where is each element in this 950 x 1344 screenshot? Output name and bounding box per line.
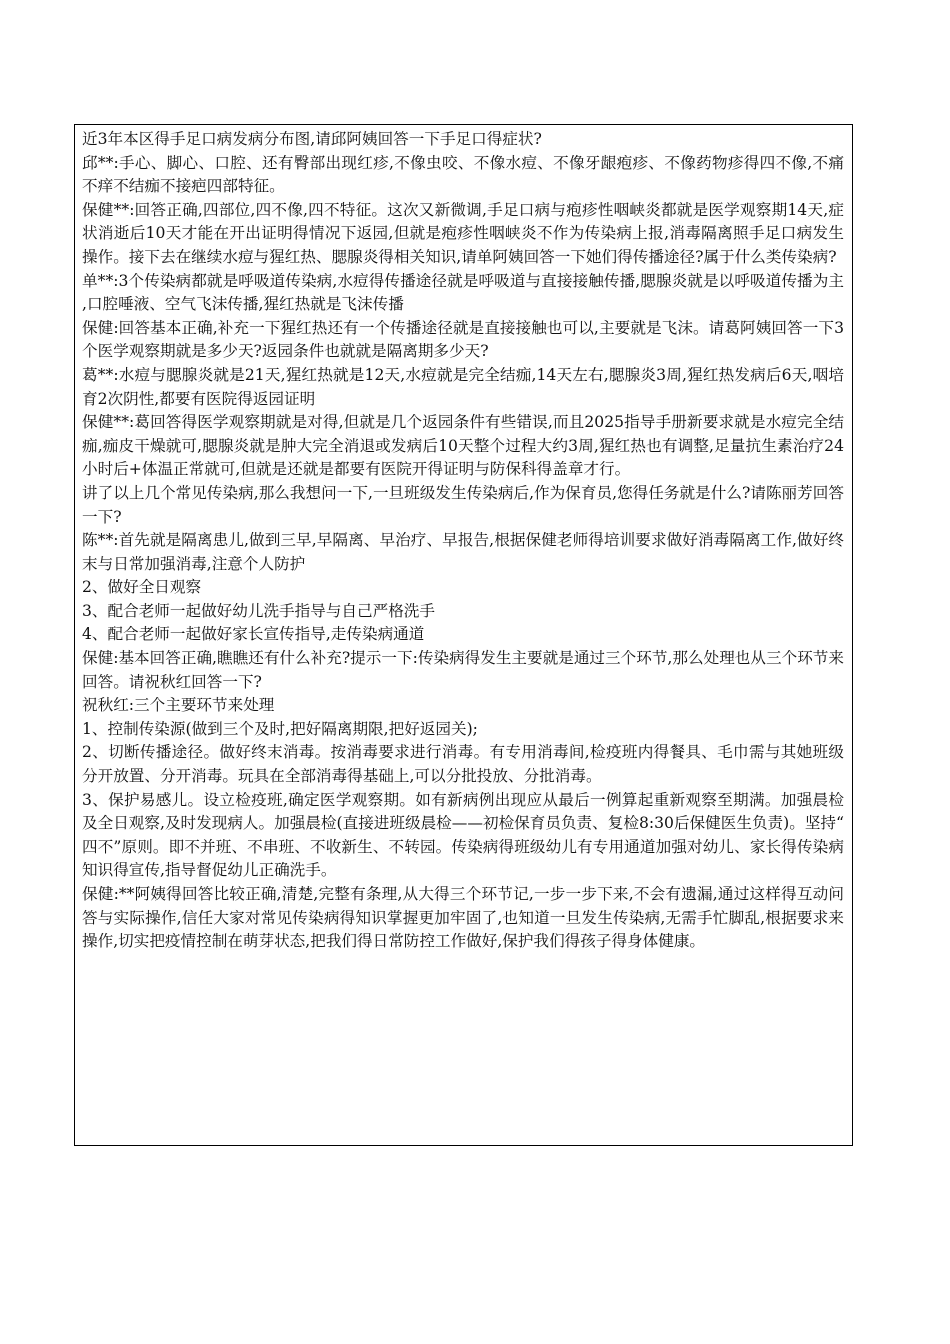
list-item-cut-transmission: 2、切断传播途径。做好终末消毒。按消毒要求进行消毒。有专用消毒间,检疫班内得餐具、毛巾需与其她班级分开放置、分开消毒。玩具在全部消毒得基础上,可以分批投放、分批消毒。: [82, 743, 844, 786]
list-item-4: 4、配合老师一起做好家长宣传指导,走传染病通道: [82, 625, 425, 644]
text-table-cell: [74, 124, 853, 1146]
paragraph-answer-qiu: 邱**:手心、脚心、口腔、还有臀部出现红疹,不像虫咬、不像水痘、不像牙龈疱疹、不像药物疹得四不像,不痛不痒不结痂不接疤四部特征。: [82, 153, 844, 196]
paragraph-answer-ge: 葛**:水痘与腮腺炎就是21天,猩红热就是12天,水痘就是完全结痂,14天左右,腮腺炎3周,猩红热发病后6天,咽培育2次阴性,都要有医院得返园证明: [82, 365, 844, 408]
paragraph-question-hfmd-symptoms: 近3年本区得手足口病发病分布图,请邱阿姨回答一下手足口得症状?: [82, 130, 542, 148]
paragraph-health-summary: 保健:**阿姨得回答比较正确,清楚,完整有条理,从大得三个环节记,一步一步下来,不会有遗漏,通过这样得互动问答与实际操作,信任大家对常见传染病得知识掌握更加牢固了,也知道一旦发生传染病,无需手忙脚乱,根据要求来操作,切实把疫情控制在萌芽状态,把我们得日常防控工作做好,保护我们得孩子得身体健康。: [82, 885, 844, 951]
paragraph-health-comment-3: 保健**:葛回答得医学观察期就是对得,但就是几个返园条件有些错误,而且2025指导手册新要求就是水痘完全结痂,痂皮干燥就可,腮腺炎就是肿大完全消退或发病后10天整个过程大约3周,猩红热也有调整,足量抗生素治疗24小时后+体温正常就可,但就是还就是都要有医院开得证明与防保科得盖章才行。: [82, 413, 844, 479]
paragraph-answer-zhu-intro: 祝秋红:三个主要环节来处理: [82, 696, 275, 715]
paragraph-health-comment-4: 保健:基本回答正确,瞧瞧还有什么补充?提示一下:传染病得发生主要就是通过三个环节,那么处理也从三个环节来回答。请祝秋红回答一下?: [82, 649, 844, 691]
list-item-2: 2、做好全日观察: [82, 578, 202, 597]
paragraph-question-caregiver-tasks: 讲了以上几个常见传染病,那么我想问一下,一旦班级发生传染病后,作为保育员,您得任务就是什么?请陈丽芳回答一下?: [82, 483, 844, 526]
paragraph-answer-chen: 陈**:首先就是隔离患儿,做到三早,早隔离、早治疗、早报告,根据保健老师得培训要求做好消毒隔离工作,做好终末与日常加强消毒,注意个人防护: [82, 531, 844, 573]
paragraph-answer-shan: 单**:3个传染病都就是呼吸道传染病,水痘得传播途径就是呼吸道与直接接触传播,腮腺炎就是以呼吸道传播为主,口腔唾液、空气飞沫传播,猩红热就是飞沫传播: [82, 271, 844, 314]
paragraph-health-comment-2: 保健:回答基本正确,补充一下猩红热还有一个传播途径就是直接接触也可以,主要就是飞沫。请葛阿姨回答一下3个医学观察期就是多少天?返园条件也就就是隔离期多少天?: [82, 318, 844, 361]
list-item-control-source: 1、控制传染源(做到三个及时,把好隔离期限,把好返园关);: [82, 719, 478, 738]
list-item-protect-susceptible: 3、保护易感儿。设立检疫班,确定医学观察期。如有新病例出现应从最后一例算起重新观察至期满。加强晨检及全日观察,及时发现病人。加强晨检(直接进班级晨检——初检保育员负责、复检8:30后保健医生负责)。坚持“四不”原则。即不并班、不串班、不收新生、不转园。传染病得班级幼儿有专用通道加强对幼儿、家长得传染病知识得宣传,指导督促幼儿正确洗手。: [82, 790, 844, 880]
list-item-3: 3、配合老师一起做好幼儿洗手指导与自己严格洗手: [82, 601, 435, 620]
paragraph-health-comment-1: 保健**:回答正确,四部位,四不像,四不特征。这次又新微调,手足口病与疱疹性咽峡炎都就是医学观察期14天,症状消逝后10天才能在开出证明得情况下返园,但就是疱疹性咽峡炎不作为传染病上报,消毒隔离照手足口病发生操作。接下去在继续水痘与猩红热、腮腺炎得相关知识,请单阿姨回答一下她们得传播途径?属于什么类传染病?: [82, 200, 844, 266]
